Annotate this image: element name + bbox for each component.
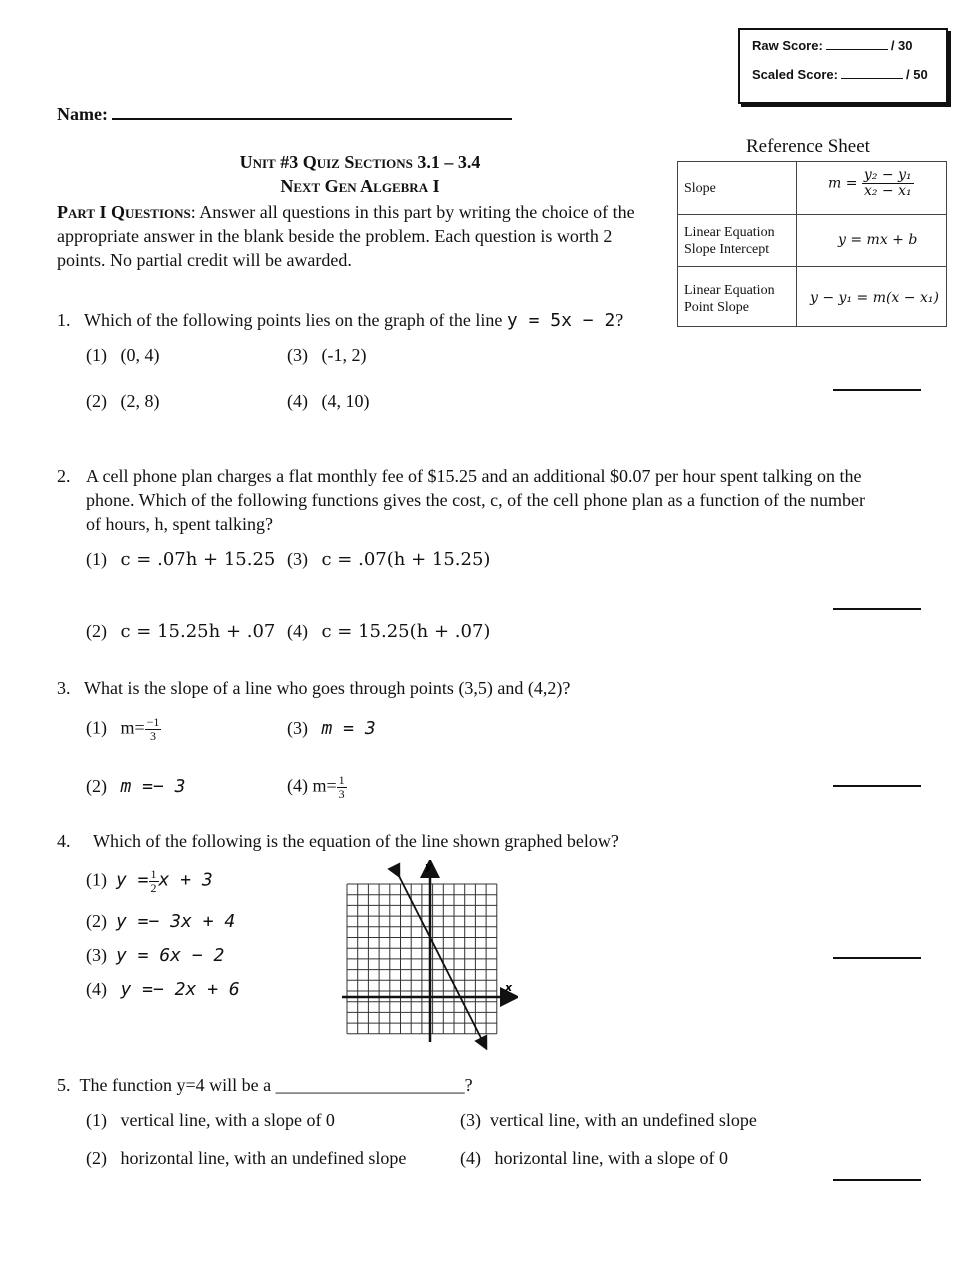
q4-option-1[interactable]: (1) y = $\frac{1}{2}$ x + 3 [86, 867, 213, 895]
ref-point-slope-label: Linear Equation Point Slope [684, 283, 775, 315]
q1-equation: y = 5x − 2 [506, 310, 616, 331]
ref-slope-intercept-formula: y = mx + b [838, 232, 918, 248]
question-5: 5. The function y=4 will be a _____________________? [57, 1075, 473, 1095]
q1-text: Which of the following points lies on the graph of the line [84, 310, 503, 330]
quiz-title: Unit #3 Quiz Sections 3.1 – 3.4 [239, 152, 481, 172]
q1-option-2[interactable]: (2) (2, 8) [86, 391, 160, 411]
q3-option-4[interactable]: (4) m= $\frac{1}{3}$ [287, 773, 345, 801]
q3-option-2[interactable]: (2) m =− 3 [86, 776, 186, 797]
q4-text: Which of the following is the equation of the line shown graphed below? [93, 831, 619, 851]
q4-graph [338, 860, 518, 1050]
q2-option-4[interactable]: (4) c = 15.25(h + .07) [287, 621, 491, 642]
scaled-score-blank[interactable] [841, 78, 903, 79]
q2-option-2[interactable]: (2) c = 15.25h + .07 [86, 621, 276, 642]
q1-option-1[interactable]: (1) (0, 4) [86, 345, 160, 365]
course-title: Next Gen Algebra I [280, 176, 440, 196]
q5-option-4[interactable]: (4) horizontal line, with a slope of 0 [460, 1148, 728, 1168]
q3-text: What is the slope of a line who goes through points (3,5) and (4,2)? [84, 678, 571, 698]
name-label: Name: [57, 104, 108, 124]
question-2: A cell phone plan charges a flat monthly fee of $15.25 and an additional $0.07 per hour spent talking on the phone. Which of the following functions gives the cost, c, of the cell phone plan as a function of the number of hours, h, spent talking? [86, 466, 865, 534]
part-label: Part I Questions [57, 202, 191, 222]
q5-option-3[interactable]: (3) vertical line, with an undefined slope [460, 1110, 757, 1130]
q5-text: The function y=4 will be a _____________________? [79, 1075, 473, 1095]
score-box [738, 28, 948, 104]
question-3: 3. What is the slope of a line who goes through points (3,5) and (4,2)? [57, 678, 571, 698]
q4-option-2[interactable]: (2) y =− 3x + 4 [86, 911, 236, 932]
q5-option-1[interactable]: (1) vertical line, with a slope of 0 [86, 1110, 335, 1130]
ref-point-slope-formula: y − y₁ = m(x − x₁) [810, 290, 939, 306]
ref-slope-intercept-label: Linear Equation Slope Intercept [684, 225, 775, 257]
q1-number: 1. [57, 310, 71, 330]
graphed-line [397, 872, 484, 1044]
name-row [57, 104, 512, 125]
scaled-score-total: / 50 [906, 67, 928, 82]
raw-score-row [752, 38, 913, 53]
q2-option-3[interactable]: (3) c = .07(h + 15.25) [287, 549, 491, 570]
scaled-score-row [752, 67, 928, 82]
q2-answer-blank[interactable] [833, 608, 921, 610]
name-blank[interactable] [112, 104, 512, 120]
ref-slope-label: Slope [684, 181, 716, 196]
q5-option-2[interactable]: (2) horizontal line, with an undefined slope [86, 1148, 407, 1168]
raw-score-total: / 30 [890, 38, 913, 53]
q2-option-1[interactable]: (1) c = .07h + 15.25 [86, 549, 276, 570]
q3-option-1[interactable]: (1) m= $\frac{-1}{3}$ [86, 715, 160, 743]
question-4: 4. Which of the following is the equation of the line shown graphed below? [57, 831, 619, 851]
question-1: 1. Which of the following points lies on the graph of the line y = 5x − 2? [57, 310, 624, 331]
q3-option-3[interactable]: (3) m = 3 [287, 718, 376, 739]
q4-option-4[interactable]: (4) y =− 2x + 6 [86, 979, 240, 1000]
q5-answer-blank[interactable] [833, 1179, 921, 1181]
raw-score-label: Raw Score: [752, 38, 823, 53]
q3-answer-blank[interactable] [833, 785, 921, 787]
q1-option-4[interactable]: (4) (4, 10) [287, 391, 370, 411]
q4-option-3[interactable]: (3) y = 6x − 2 [86, 945, 225, 966]
q1-answer-blank[interactable] [833, 389, 921, 391]
instructions [57, 200, 657, 272]
raw-score-blank[interactable] [826, 49, 888, 50]
q2-number: 2. [57, 466, 71, 486]
q1-option-3[interactable]: (3) (-1, 2) [287, 345, 367, 365]
reference-table [677, 161, 947, 327]
ref-slope-formula: m = $\frac{\text{y₂ − y₁}}{\text{x₂ − x₁}}$ [828, 167, 912, 199]
scaled-score-label: Scaled Score: [752, 67, 838, 82]
q4-answer-blank[interactable] [833, 957, 921, 959]
instructions-text: : Answer all questions in this part by writing the choice of the appropriate answer in the blank beside the problem. Each question is worth 2 points. No partial credit will be awarded. [57, 202, 635, 270]
y-axis-label: y [425, 860, 433, 873]
coordinate-grid [338, 860, 518, 1050]
reference-title: Reference Sheet [746, 136, 870, 157]
x-axis-label: x [505, 981, 513, 994]
